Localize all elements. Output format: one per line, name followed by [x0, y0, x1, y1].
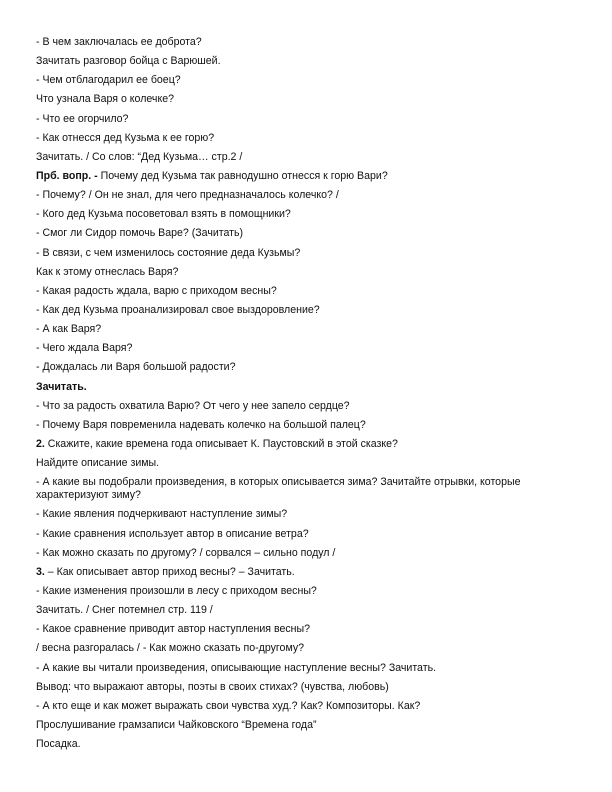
line-text: - Смог ли Сидор помочь Варе? (Зачитать) — [36, 227, 244, 240]
text-line — [36, 438, 581, 451]
line-text: - Какое сравнение приводит автор наступления весны? — [36, 623, 311, 636]
text-line — [36, 55, 581, 68]
line-text: - Какие сравнения использует автор в описание ветра? — [36, 527, 309, 540]
line-text: Зачитать. / Со слов: “Дед Кузьма… стр.2 / — [36, 150, 243, 163]
line-text: Вывод: что выражают авторы, поэты в своих стихах? (чувства, любовь) — [36, 680, 389, 693]
line-text: - Чем отблагодарил ее боец? — [36, 74, 181, 87]
bold-label: Зачитать. — [36, 380, 87, 393]
line-text: Прослушивание грамзаписи Чайковского “Времена года” — [36, 718, 317, 731]
text-line — [36, 623, 581, 636]
line-text: - Кого дед Кузьма посоветовал взять в помощники? — [36, 208, 291, 221]
line-text: - Что ее огорчило? — [36, 112, 129, 125]
document-page — [36, 36, 581, 757]
line-text: - Дождалась ли Варя большой радости? — [36, 361, 236, 374]
text-line — [36, 151, 581, 164]
text-line — [36, 528, 581, 541]
text-line — [36, 227, 581, 240]
text-line — [36, 304, 581, 317]
text-line — [36, 419, 581, 432]
line-text: - Как можно сказать по другому? / сорвался – сильно подул / — [36, 546, 336, 559]
line-text: - В чем заключалась ее доброта? — [36, 36, 202, 48]
line-text: - Что за радость охватила Варю? От чего у нее запело сердце? — [36, 399, 350, 412]
line-text: Зачитать разговор бойца с Варюшей. — [36, 55, 221, 68]
line-text: - Какие изменения произошли в лесу с приходом весны? — [36, 584, 317, 597]
text-line — [36, 662, 581, 675]
text-line — [36, 208, 581, 221]
line-text: - А кто еще и как может выражать свои чувства худ.? Как? Композиторы. Как? — [36, 699, 421, 712]
line-text: - А какие вы подобрали произведения, в которых описывается зима? Зачитайте отрывки, которые характеризуют зиму? — [36, 476, 521, 502]
text-line — [36, 381, 581, 394]
line-text: - Как дед Кузьма проанализировал свое выздоровление? — [36, 303, 320, 316]
text-line — [36, 719, 581, 732]
text-line — [36, 323, 581, 336]
line-text: Посадка. — [36, 738, 81, 751]
text-line — [36, 700, 581, 713]
line-text: – Как описывает автор приход весны? – Зачитать. — [44, 565, 295, 578]
line-text: - Чего ждала Варя? — [36, 342, 133, 355]
line-text: - А какие вы читали произведения, описывающие наступление весны? Зачитать. — [36, 661, 437, 674]
bold-label: 3. — [36, 565, 45, 578]
line-text: - Почему Варя повременила надевать колечко на большой палец? — [36, 418, 366, 431]
text-line-wrapped — [36, 476, 581, 502]
line-text: - В связи, с чем изменилось состояние деда Кузьмы? — [36, 246, 301, 259]
line-text: - Какая радость ждала, варю с приходом весны? — [36, 284, 277, 297]
text-line — [36, 285, 581, 298]
text-line — [36, 170, 581, 183]
text-line — [36, 738, 581, 751]
bold-label: 2. — [36, 437, 45, 450]
text-line — [36, 342, 581, 355]
text-line — [36, 189, 581, 202]
line-text: - Как отнесся дед Кузьма к ее горю? — [36, 131, 215, 144]
text-line — [36, 247, 581, 260]
text-line — [36, 566, 581, 579]
line-text: Почему дед Кузьма так равнодушно отнесся к горю Вари? — [97, 169, 388, 182]
line-text: - Почему? / Он не знал, для чего предназначалось колечко? / — [36, 189, 339, 202]
text-line — [36, 93, 581, 106]
text-line — [36, 547, 581, 560]
text-line — [36, 113, 581, 126]
line-text: - А как Варя? — [36, 323, 102, 336]
bold-label: Прб. вопр. - — [36, 169, 98, 182]
line-text: - Какие явления подчеркивают наступление зимы? — [36, 508, 288, 521]
line-text: / весна разгоралась / - Как можно сказать по-другому? — [36, 642, 305, 655]
line-text: Как к этому отнеслась Варя? — [36, 265, 179, 278]
line-text: Найдите описание зимы. — [36, 457, 160, 470]
text-line — [36, 74, 581, 87]
text-line — [36, 400, 581, 413]
text-line — [36, 585, 581, 598]
text-line — [36, 266, 581, 279]
text-line — [36, 508, 581, 521]
text-line — [36, 361, 581, 374]
text-line — [36, 604, 581, 617]
text-line — [36, 457, 581, 470]
text-line — [36, 681, 581, 694]
text-line — [36, 132, 581, 145]
text-line — [36, 36, 581, 49]
line-text: Скажите, какие времена года описывает К. Паустовский в этой сказке? — [44, 437, 398, 450]
line-text: Зачитать. / Снег потемнел стр. 119 / — [36, 604, 213, 617]
line-text: Что узнала Варя о колечке? — [36, 93, 174, 106]
text-line — [36, 642, 581, 655]
